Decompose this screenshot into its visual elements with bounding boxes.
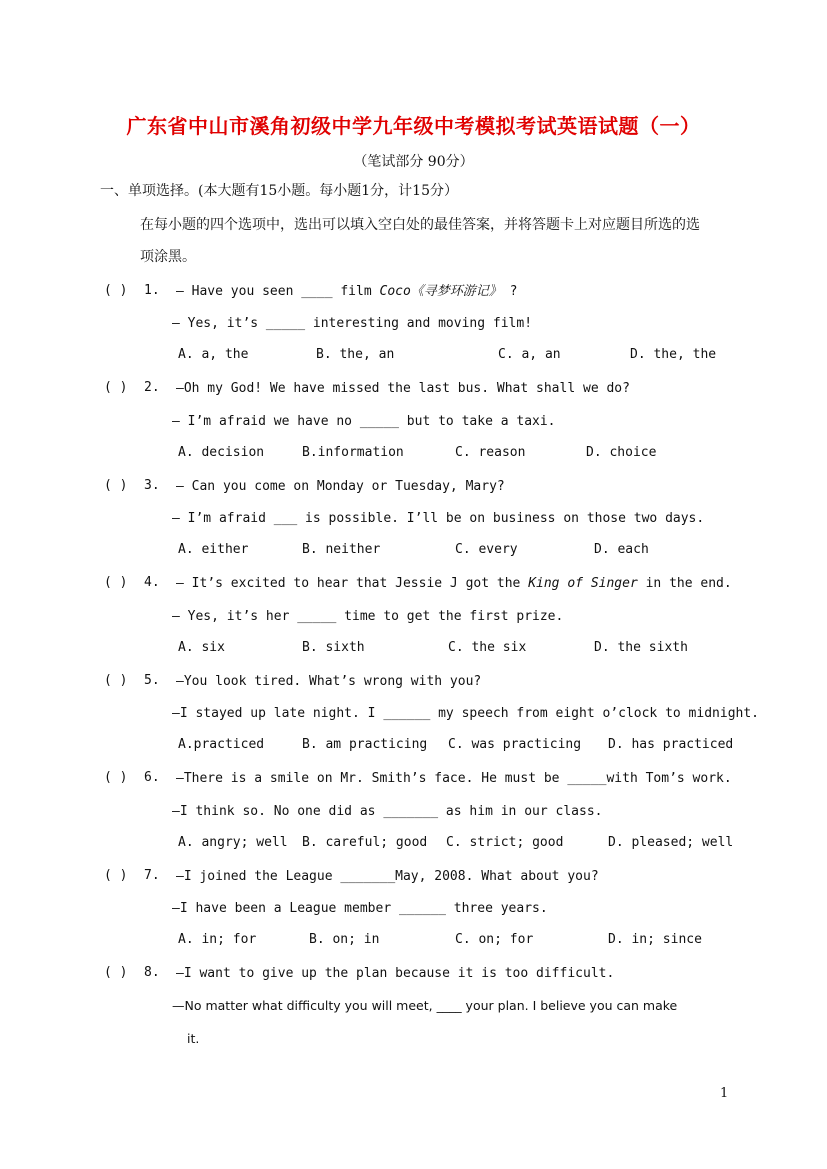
instruction-line-2: 项涂黑。 [140, 249, 196, 265]
stem-text-end: in the end. [637, 576, 732, 591]
option-c: C. was practicing [448, 737, 582, 752]
question-number: 1. [144, 283, 160, 298]
option-c: C. strict; good [446, 835, 564, 850]
question-response: — Yes, it’s her _____ time to get the first prize. [172, 609, 564, 624]
answer-blank: ( ) [104, 478, 128, 493]
instruction-line-1: 在每小题的四个选项中，选出可以填入空白处的最佳答案，并将答题卡上对应题目所选的选 [140, 217, 700, 233]
answer-blank: ( ) [104, 965, 128, 980]
answer-blank: ( ) [104, 575, 128, 590]
option-d: D. the, the [630, 347, 717, 362]
question-response-continued: it. [187, 1031, 200, 1046]
option-d: D. has practiced [608, 737, 734, 752]
option-a: A. a, the [178, 347, 249, 362]
option-d: D. in; since [608, 932, 702, 947]
option-a: A.practiced [178, 737, 265, 752]
answer-blank: ( ) [104, 770, 128, 785]
option-b: B. on; in [309, 932, 380, 947]
option-c: C. reason [455, 445, 526, 460]
question-stem: —I joined the League _______May, 2008. What about you? [176, 869, 599, 884]
question-number: 3. [144, 478, 160, 493]
page-number: 1 [720, 1086, 729, 1101]
answer-blank: ( ) [104, 283, 128, 298]
section-heading: 一、单项选择。(本大题有15小题。每小题1分，计15分） [100, 183, 458, 199]
stem-text: — Have you seen ____ film [176, 284, 380, 299]
question-stem: —I want to give up the plan because it is too difficult. [176, 966, 615, 981]
page-title: 广东省中山市溪角初级中学九年级中考模拟考试英语试题（一） [126, 114, 701, 138]
question-response: — I’m afraid ___ is possible. I’ll be on business on those two days. [172, 511, 705, 526]
option-a: A. in; for [178, 932, 257, 947]
question-number: 6. [144, 770, 160, 785]
question-number: 7. [144, 868, 160, 883]
option-b: B. neither [302, 542, 381, 557]
answer-blank: ( ) [104, 868, 128, 883]
option-c: C. the six [448, 640, 527, 655]
stem-text: — It’s excited to hear that Jessie J got the [176, 576, 529, 591]
option-a: A. either [178, 542, 249, 557]
option-b: B. careful; good [302, 835, 428, 850]
question-number: 2. [144, 380, 160, 395]
question-response: —I think so. No one did as _______ as him in our class. [172, 804, 603, 819]
question-stem: — Can you come on Monday or Tuesday, Mary? [176, 479, 505, 494]
question-stem: —Oh my God! We have missed the last bus. What shall we do? [176, 381, 630, 396]
question-response: —I have been a League member ______ three years. [172, 901, 548, 916]
option-b: B.information [302, 445, 404, 460]
option-a: A. decision [178, 445, 265, 460]
question-number: 8. [144, 965, 160, 980]
page-subtitle: （笔试部分 90分） [353, 154, 474, 170]
option-b: B. am practicing [302, 737, 428, 752]
stem-italic: King of Singer [528, 576, 638, 591]
question-number: 5. [144, 673, 160, 688]
question-number: 4. [144, 575, 160, 590]
option-c: C. on; for [455, 932, 534, 947]
option-d: D. the sixth [594, 640, 688, 655]
question-stem [176, 575, 732, 593]
option-d: D. pleased; well [608, 835, 734, 850]
stem-text-end: ? [501, 284, 518, 299]
question-response: — I’m afraid we have no _____ but to take a taxi. [172, 414, 556, 429]
option-c: C. every [455, 542, 518, 557]
option-c: C. a, an [498, 347, 561, 362]
question-response: — Yes, it’s _____ interesting and moving film! [172, 316, 533, 331]
option-d: D. choice [586, 445, 657, 460]
option-b: B. the, an [316, 347, 395, 362]
stem-italic: Coco《寻梦环游记》 [379, 284, 502, 299]
option-a: A. angry; well [178, 835, 288, 850]
question-response: —No matter what difficulty you will meet, ____ your plan. I believe you can make [172, 998, 678, 1013]
option-a: A. six [178, 640, 225, 655]
option-b: B. sixth [302, 640, 365, 655]
question-response: —I stayed up late night. I ______ my speech from eight o’clock to midnight. [172, 706, 759, 721]
option-d: D. each [594, 542, 649, 557]
question-stem [176, 283, 517, 301]
question-stem: —You look tired. What’s wrong with you? [176, 674, 482, 689]
answer-blank: ( ) [104, 380, 128, 395]
question-stem: —There is a smile on Mr. Smith’s face. He must be _____with Tom’s work. [176, 771, 732, 786]
answer-blank: ( ) [104, 673, 128, 688]
